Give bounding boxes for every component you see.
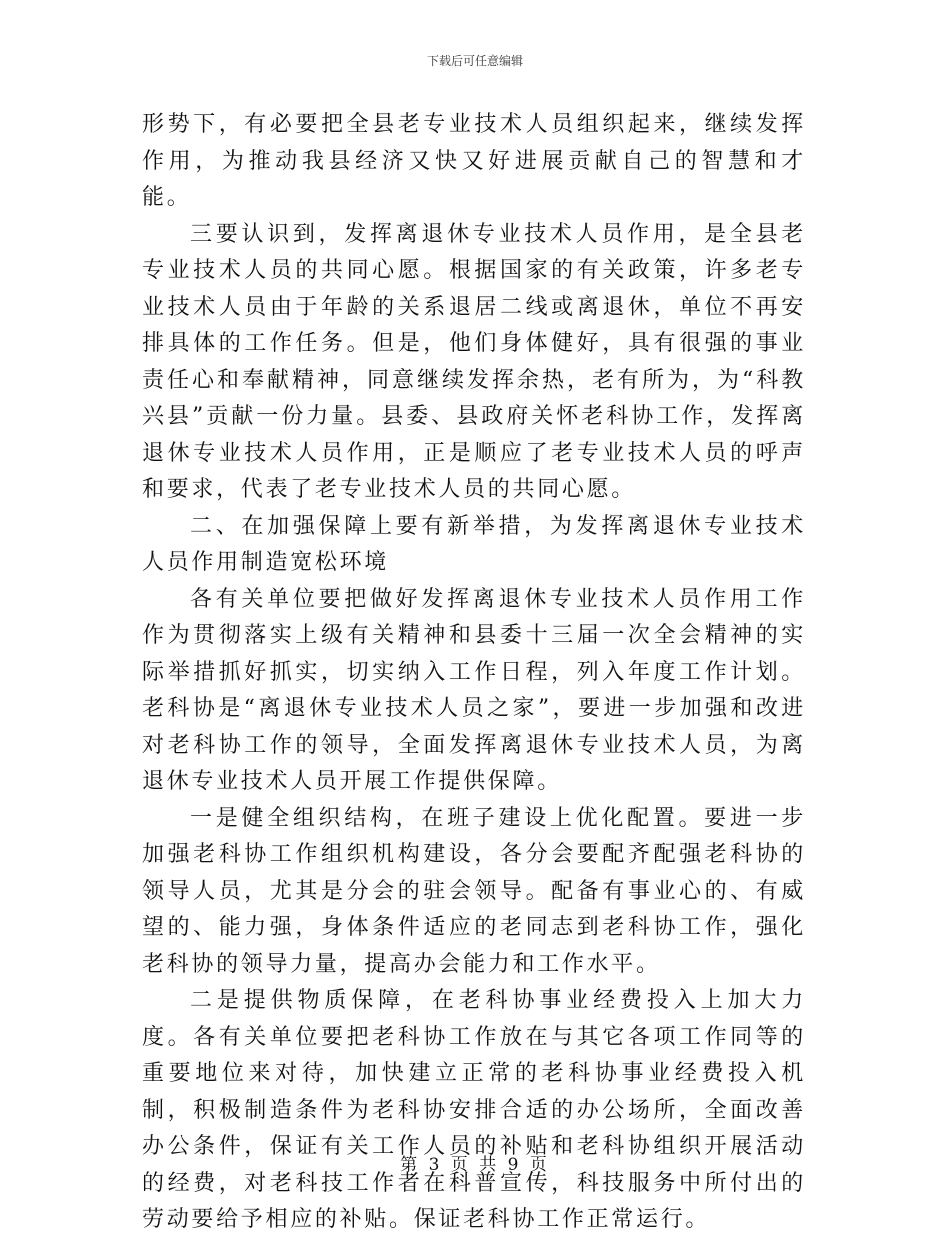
paragraph-organization-structure: 一是健全组织结构，在班子建设上优化配置。要进一步加强老科协工作组织机构建设，各分会要配齐配强老科协的领导人员，尤其是分会的驻会领导。配备有事业心的、有威望的、能力强，身体条件适应的老同志到老科协工作，强化老科协的领导力量，提高办会能力和工作水平。 bbox=[142, 805, 806, 977]
paragraph-third-understanding: 三要认识到，发挥离退休专业技术人员作用，是全县老专业技术人员的共同心愿。根据国家的有关政策，许多老专业技术人员由于年龄的关系退居二线或离退休，单位不再安排具体的工作任务。但是，他们身体健好，具有很强的事业责任心和奉献精神，同意继续发挥余热，老有所为，为“科教兴县”贡献一份力量。县委、县政府关怀老科协工作，发挥离退休专业技术人员作用，正是顺应了老专业技术人员的呼声和要求，代表了老专业技术人员的共同心愿。 bbox=[142, 221, 806, 502]
paragraph-continuation: 形势下，有必要把全县老专业技术人员组织起来，继续发挥作用，为推动我县经济又快又好进展贡献自己的智慧和才能。 bbox=[142, 112, 806, 210]
page-footer: 第 3 页 共 9 页 bbox=[400, 1155, 550, 1175]
section-heading-two: 二、在加强保障上要有新举措，为发挥离退休专业技术人员作用制造宽松环境 bbox=[142, 513, 806, 575]
paragraph-units-responsibility: 各有关单位要把做好发挥离退休专业技术人员作用工作作为贯彻落实上级有关精神和县委十三届一次全会精神的实际举措抓好抓实，切实纳入工作日程，列入年度工作计划。老科协是“离退休专业技术人员之家”，要进一步加强和改进对老科协工作的领导，全面发挥离退休专业技术人员，为离退休专业技术人员开展工作提供保障。 bbox=[142, 586, 806, 794]
document-body bbox=[142, 107, 806, 1239]
paragraph-material-support: 二是提供物质保障，在老科协事业经费投入上加大力度。各有关单位要把老科协工作放在与其它各项工作同等的重要地位来对待，加快建立正常的老科协事业经费投入机制，积极制造条件为老科协安排合适的办公场所，全面改善办公条件，保证有关工作人员的补贴和老科协组织开展活动的经费，对老科技工作者在科普宣传，科技服务中所付出的劳动要给予相应的补贴。保证老科协工作正常运行。 bbox=[142, 988, 806, 1232]
page-header: 下载后可任意编辑 bbox=[426, 54, 523, 68]
